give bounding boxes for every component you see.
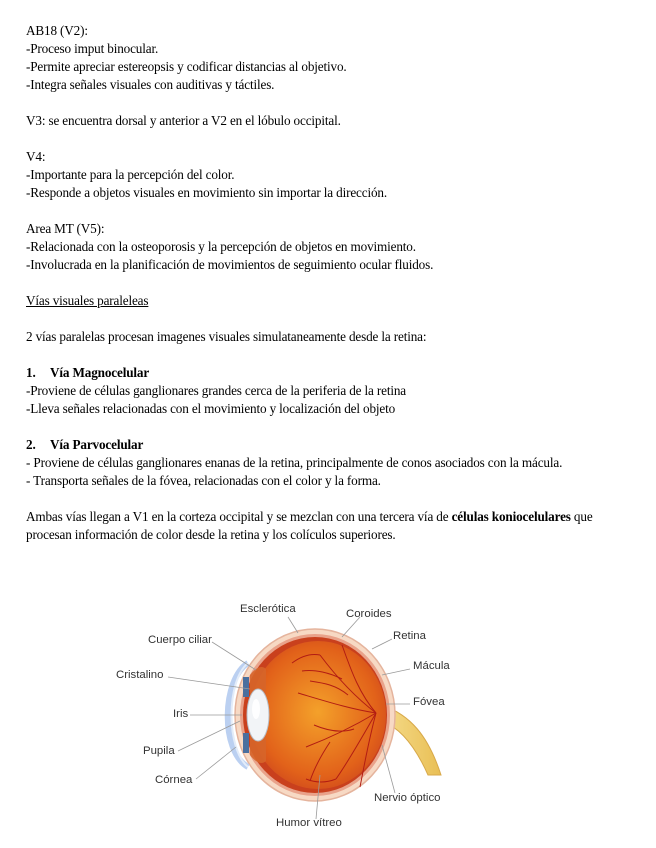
label-pupila: Pupila (143, 745, 175, 757)
parvo-line-2: - Transporta señales de la fóvea, relacionadas con el color y la forma. (26, 473, 381, 488)
label-retina: Retina (393, 630, 426, 642)
summary-part-1: Ambas vías llegan a V1 en la corteza occipital y se mezclan con una tercera vía de (26, 509, 452, 524)
parvo-line-1: - Proviene de células ganglionares enanas de la retina, principalmente de conos asociados con la mácula. (26, 455, 563, 470)
v2-line-2: -Permite apreciar estereopsis y codificar distancias al objetivo. (26, 59, 347, 74)
v2-line-1: -Proceso imput binocular. (26, 41, 159, 56)
label-esclerotica: Esclerótica (240, 603, 296, 615)
parvo-number: 2. (26, 437, 36, 452)
label-macula: Mácula (413, 660, 450, 672)
label-cornea: Córnea (155, 774, 193, 786)
magno-line-2: -Lleva señales relacionadas con el movimiento y localización del objeto (26, 401, 396, 416)
label-coroides: Coroides (346, 608, 392, 620)
magno-number: 1. (26, 365, 36, 380)
vitreous-body (250, 641, 386, 789)
summary-bold: células koniocelulares (451, 509, 571, 524)
label-fovea: Fóvea (413, 696, 445, 708)
v4-heading: V4: (26, 149, 46, 164)
mt-line-1: -Relacionada con la osteoporosis y la percepción de objetos en movimiento. (26, 239, 416, 254)
v2-heading: AB18 (V2): (26, 23, 88, 38)
magno-line-1: -Proviene de células ganglionares grandes cerca de la periferia de la retina (26, 383, 406, 398)
summary-paragraph (26, 508, 626, 544)
label-iris: Iris (173, 708, 189, 720)
v2-line-3: -Integra señales visuales con auditivas y táctiles. (26, 77, 275, 92)
eye-anatomy-figure (110, 597, 460, 837)
label-cuerpo-ciliar: Cuerpo ciliar (148, 634, 212, 646)
parvo-heading (26, 436, 626, 454)
mt-line-2: -Involucrada en la planificación de movimientos de seguimiento ocular fluidos. (26, 257, 434, 272)
label-humor-vitreo: Humor vítreo (276, 817, 342, 829)
parallel-pathways-heading: Vías visuales paraleleas (26, 293, 149, 308)
mt-heading: Area MT (V5): (26, 221, 105, 236)
label-nervio-optico: Nervio óptico (374, 792, 441, 804)
v4-line-2: -Responde a objetos visuales en movimiento sin importar la dirección. (26, 185, 388, 200)
magno-title: Vía Magnocelular (50, 365, 150, 380)
label-cristalino: Cristalino (116, 669, 164, 681)
document-page (26, 22, 626, 544)
summary-part-2: que procesan información de color desde la retina y los colículos superiores. (26, 509, 593, 542)
v4-line-1: -Importante para la percepción del color. (26, 167, 235, 182)
parvo-title: Vía Parvocelular (50, 437, 144, 452)
v3-line: V3: se encuentra dorsal y anterior a V2 en el lóbulo occipital. (26, 113, 341, 128)
parallel-intro: 2 vías paralelas procesan imagenes visuales simulataneamente desde la retina: (26, 329, 427, 344)
magno-heading (26, 364, 626, 382)
